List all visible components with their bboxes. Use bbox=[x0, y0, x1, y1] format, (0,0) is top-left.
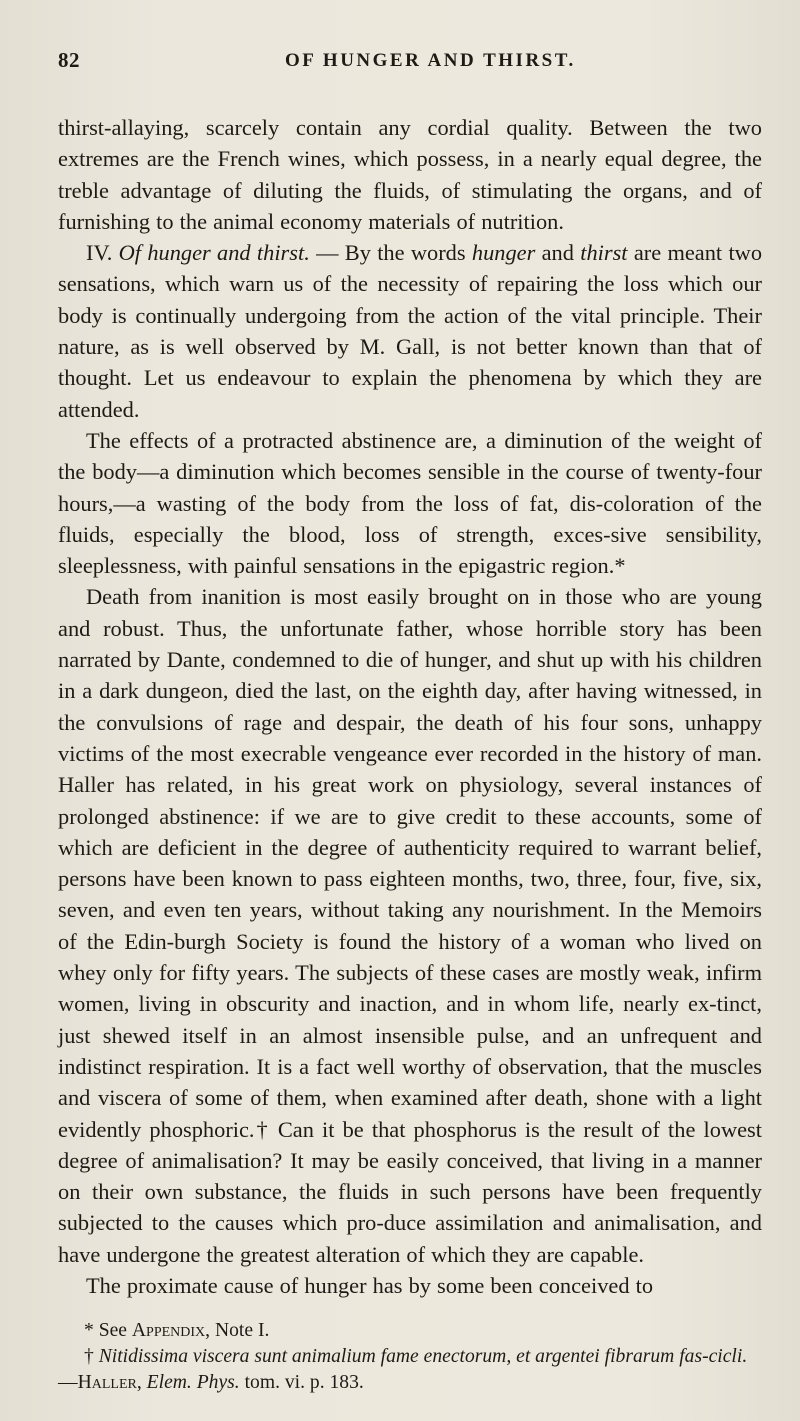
paragraph bbox=[58, 237, 762, 425]
text-run: , bbox=[136, 1372, 147, 1393]
text-run: , Note I. bbox=[205, 1320, 270, 1341]
text-run: The effects of a protracted abstinence are, a diminution of the weight of the body—a diminution which becomes sensible in the course of twenty-four hours,—a wasting of the body from the loss of fat, dis-coloration of the fluids, especially the blood, loss of strength, exces-sive sensibility, sleeplessness, with painful sensations in the epigastric region.* bbox=[58, 427, 762, 579]
italic-text: hunger bbox=[471, 240, 536, 266]
text-run: IV. bbox=[86, 240, 119, 266]
paragraph bbox=[58, 1270, 762, 1301]
footnote bbox=[58, 1318, 762, 1344]
text-run: thirst-allaying, scarcely contain any cordial quality. Between the two extremes are the French wines, which possess, in a nearly equal degree, the treble advantage of diluting the fluids, of stimulating the organs, and of furnishing to the animal economy materials of nutrition. bbox=[58, 115, 762, 234]
text-run: — bbox=[58, 1372, 78, 1393]
paragraph bbox=[58, 581, 762, 1270]
text-run: † bbox=[84, 1346, 99, 1367]
text-run: Death from inanition is most easily brought on in those who are young and robust. Thus, the unfortunate father, whose horrible story has been narrated by Dante, condemned to die of hunger, and shut up with his children in a dark dungeon, died the last, on the eighth day, after having witnessed, in the convulsions of rage and despair, the death of his four sons, unhappy victims of the most execrable vengeance ever recorded in the history of man. Haller has related, in his great work on physiology, several instances of prolonged abstinence: if we are to give credit to these accounts, some of which are deficient in the degree of authenticity required to warrant belief, persons have been known to pass eighteen months, two, three, four, five, six, seven, and even ten years, without taking any nourishment. In the Memoirs of the Edin-burgh Society is found the history of a woman who lived on whey only for fifty years. The subjects of these cases are mostly weak, infirm women, living in obscurity and inaction, and in whom life, nearly ex-tinct, just shewed itself in an almost insensible pulse, and an unfrequent and indistinct respiration. It is a fact well worthy of observation, that the muscles and viscera of some of them, when examined after death, shone with a light evidently phosphoric.† Can it be that phosphorus is the result of the lowest degree of animalisation? It may be easily conceived, that living in a manner on their own substance, the fluids in such persons have been frequently subjected to the causes which pro-duce assimilation and animalisation, and have undergone the greatest alteration of which they are capable. bbox=[58, 584, 762, 1267]
small-caps-text: Haller bbox=[77, 1372, 137, 1393]
text-run: — By the words bbox=[309, 240, 472, 266]
italic-text: thirst bbox=[580, 240, 628, 266]
page-header bbox=[58, 48, 760, 76]
text-run: and bbox=[535, 240, 581, 266]
text-run: are meant two sensations, which warn us of the necessity of repairing the loss which our body is continually undergoing from the action of the vital principle. Their nature, as is well observed by M. Gall, is not better known than that of thought. Let us endeavour to explain the phenomena by which they are attended. bbox=[58, 240, 763, 422]
footnote bbox=[58, 1344, 762, 1396]
italic-text: Elem. Phys. bbox=[146, 1372, 240, 1393]
page-number: 82 bbox=[58, 48, 80, 72]
running-head: OF HUNGER AND THIRST. bbox=[285, 50, 576, 71]
italic-text: Nitidissima viscera sunt animalium fame enectorum, et argentei fibrarum fas-cicli. bbox=[98, 1346, 748, 1367]
paragraph bbox=[58, 425, 762, 581]
small-caps-text: Appendix bbox=[131, 1320, 206, 1341]
text-run: The proximate cause of hunger has by some been conceived to bbox=[86, 1272, 654, 1298]
paragraph bbox=[58, 112, 762, 237]
body-text bbox=[58, 112, 762, 1301]
italic-text: Of hunger and thirst. bbox=[118, 240, 310, 266]
text-run: tom. vi. p. 183. bbox=[239, 1372, 364, 1393]
footnotes bbox=[58, 1318, 762, 1396]
text-run: * See bbox=[84, 1320, 132, 1341]
